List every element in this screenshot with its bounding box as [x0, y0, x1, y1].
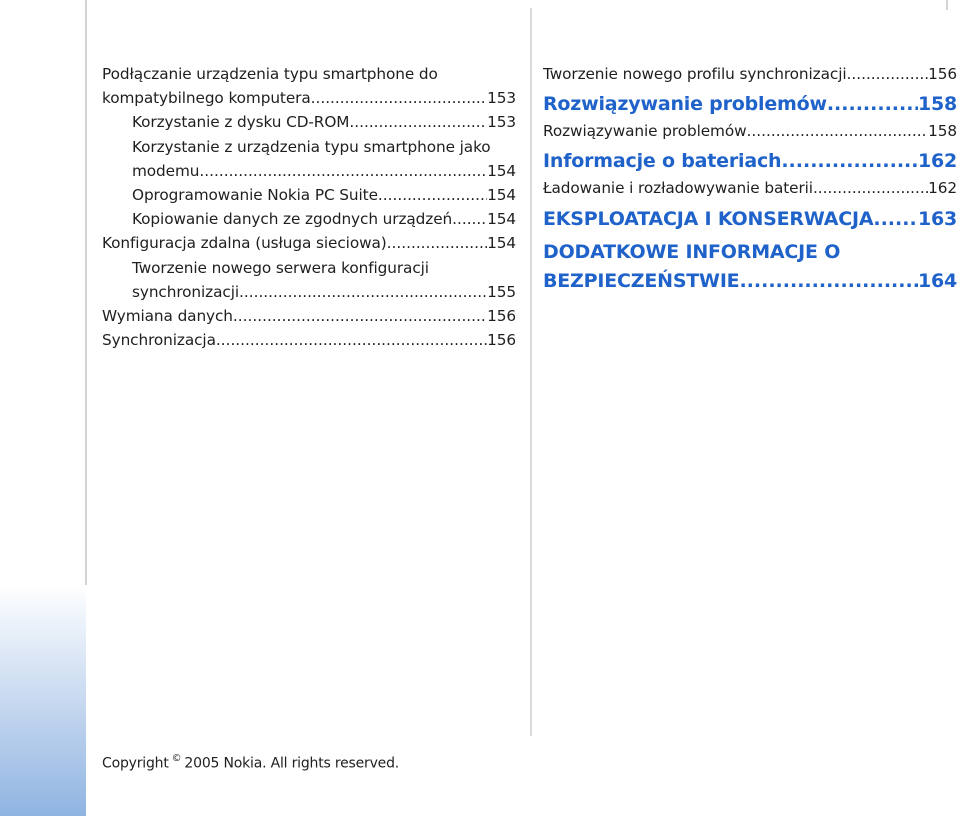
toc-entry-serwer[interactable] [102, 256, 516, 304]
toc-entry-modem[interactable] [102, 135, 516, 183]
toc-section-baterie[interactable] [543, 147, 957, 176]
toc-right-column [543, 62, 957, 296]
toc-entry-wymiana[interactable] [102, 304, 516, 328]
toc-entry-text: modemu [132, 161, 200, 180]
toc-page-number: 154 [487, 210, 516, 229]
toc-entry-pc-suite[interactable] [102, 183, 516, 207]
toc-page-number: 162 [917, 150, 957, 173]
left-decorative-bar [0, 585, 86, 816]
toc-page-number: 154 [487, 161, 516, 180]
toc-page-number: 155 [487, 282, 516, 301]
toc-entry-text: Korzystanie z urządzenia typu smartphone jako [132, 137, 491, 156]
toc-page-number: 156 [928, 65, 957, 83]
toc-entry-text: Ładowanie i rozładowywanie baterii [543, 179, 813, 198]
toc-entry-podlaczanie[interactable] [102, 62, 516, 110]
toc-entry-text: Synchronizacja [102, 331, 216, 350]
toc-page-number: 158 [917, 93, 957, 116]
toc-page-number: 154 [487, 234, 516, 253]
toc-entry-rozwiazywanie[interactable] [543, 119, 957, 143]
toc-section-title: DODATKOWE INFORMACJE O [543, 240, 841, 263]
toc-entry-profil-synchronizacji[interactable] [543, 62, 957, 86]
toc-entry-ladowanie[interactable] [543, 176, 957, 200]
toc-entry-text: Oprogramowanie Nokia PC Suite [132, 186, 378, 205]
left-margin-rule [85, 0, 87, 585]
toc-entry-text: kompatybilnego komputera [102, 89, 311, 108]
toc-section-title: BEZPIECZEŃSTWIE [543, 269, 740, 292]
toc-page-number: 162 [928, 179, 957, 198]
toc-section-rozwiazywanie[interactable] [543, 90, 957, 119]
right-margin-rule [946, 0, 948, 10]
toc-page-number: 154 [487, 186, 516, 205]
toc-entry-text: Kopiowanie danych ze zgodnych urządzeń [132, 210, 453, 229]
toc-entry-text: Rozwiązywanie problemów [543, 122, 747, 141]
copyright-symbol: © [171, 753, 182, 764]
toc-entry-text: synchronizacji [132, 282, 239, 301]
toc-entry-text: Tworzenie nowego profilu synchronizacji [543, 65, 847, 83]
toc-left-column [102, 62, 516, 352]
toc-entry-text: Podłączanie urządzenia typu smartphone do [102, 65, 438, 83]
toc-page-number: 163 [917, 207, 957, 230]
toc-entry-synchronizacja[interactable] [102, 328, 516, 352]
toc-page-number: 153 [487, 113, 516, 132]
toc-page-number: 156 [487, 307, 516, 326]
column-divider [530, 8, 532, 736]
toc-entry-cdrom[interactable] [102, 110, 516, 134]
toc-page-number: 164 [917, 269, 957, 292]
toc-section-title: EKSPLOATACJA I KONSERWACJA [543, 207, 874, 230]
toc-entry-text: Wymiana danych [102, 307, 233, 326]
copyright-footer [102, 748, 399, 776]
toc-entry-text: Konfiguracja zdalna (usługa sieciowa) [102, 234, 387, 253]
toc-entry-konfiguracja[interactable] [102, 231, 516, 255]
toc-entry-kopiowanie[interactable] [102, 207, 516, 231]
toc-entry-text: Tworzenie nowego serwera konfiguracji [132, 258, 429, 277]
toc-page-number: 156 [487, 331, 516, 350]
copyright-label: Copyright [102, 755, 169, 772]
copyright-text: 2005 Nokia. All rights reserved. [184, 755, 400, 772]
toc-page-number: 158 [928, 122, 957, 141]
toc-section-title: Rozwiązywanie problemów [543, 93, 827, 116]
toc-entry-text: Korzystanie z dysku CD-ROM [132, 113, 350, 132]
toc-section-title: Informacje o bateriach [543, 150, 782, 173]
toc-page-number: 153 [487, 89, 516, 108]
toc-section-eksploatacja[interactable] [543, 205, 957, 234]
toc-section-bezpieczenstwo[interactable] [543, 238, 957, 296]
